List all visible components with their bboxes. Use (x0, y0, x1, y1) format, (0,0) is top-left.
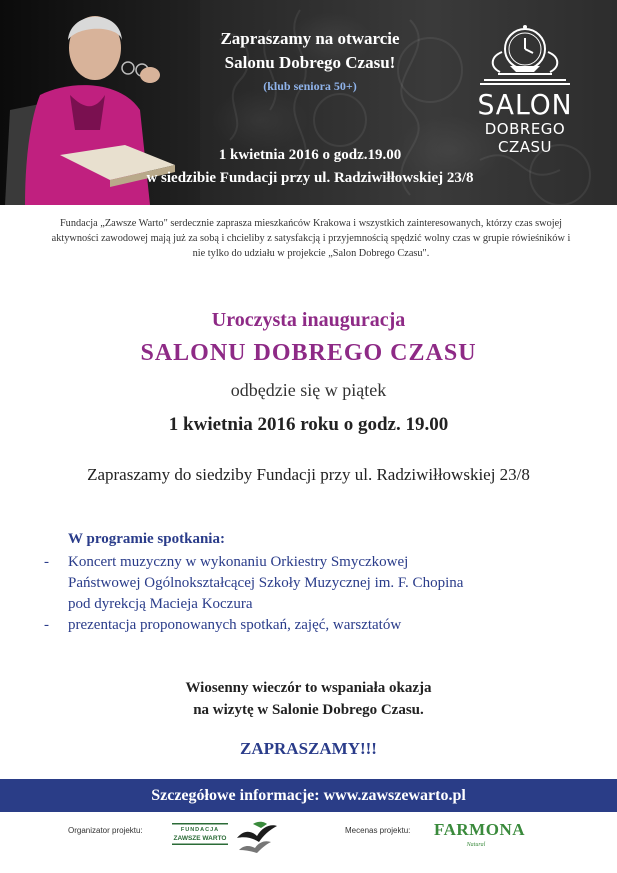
salon-heading: SALONU DOBREGO CZASU (140, 340, 477, 366)
farmona-logo-sub: Natural (466, 842, 486, 848)
logo-salon-text: SALON (477, 88, 573, 121)
intro-paragraph: Fundacja „Zawsze Warto" serdecznie zaprasza mieszkańców Krakowa i wszystkich zainteresowanych, którzy czas swojej aktywności zawodowej mają już za sobą i chcieliby z satysfakcją i przyjemnością spędzić wolny czas w grupie rówieśników i nie tylko do udziału w projekcie „Salon Dobrego Czasu". (51, 218, 571, 259)
organizer-label: Organizator projektu: (68, 826, 143, 835)
banner-date-line2: w siedzibie Fundacji przy ul. Radziwiłłowskiej 23/8 (146, 170, 474, 186)
swallows-icon (231, 818, 279, 858)
logo-dobrego-czasu-text: DOBREGO CZASU (484, 120, 566, 156)
closing-line2: na wizytę w Salonie Dobrego Czasu. (193, 702, 424, 718)
programme-heading: W programie spotkania: (68, 531, 225, 547)
banner-subtitle: (klub seniora 50+) (263, 79, 357, 93)
inauguration-heading: Uroczysta inauguracja (211, 309, 406, 331)
date-time-line: 1 kwietnia 2016 roku o godz. 19.00 (168, 414, 449, 435)
programme-item-line: prezentacja proponowanych spotkań, zajęć, warsztatów (68, 617, 402, 633)
banner-date-line1: 1 kwietnia 2016 o godz.19.00 (218, 147, 402, 163)
banner-title-line1: Zapraszamy na otwarcie (220, 29, 400, 48)
zawsze-warto-logo-line2: ZAWSZE WARTO (173, 835, 227, 842)
closing-line1: Wiosenny wieczór to wspaniała okazja (185, 680, 432, 696)
address-line: Zapraszamy do siedziby Fundacji przy ul. Radziwiłłowskiej 23/8 (87, 465, 530, 484)
info-bar: Szczegółowe informacje: www.zawszewarto.pl (0, 779, 617, 812)
programme-item-line: Koncert muzyczny w wykonaniu Orkiestry Smyczkowej (68, 554, 409, 570)
farmona-logo: FARMONA (434, 820, 525, 839)
sponsor-label: Mecenas projektu: (345, 826, 411, 835)
list-dash: - (44, 554, 49, 570)
programme-item-line: pod dyrekcją Macieja Koczura (68, 596, 253, 612)
programme-item (44, 615, 401, 636)
day-line: odbędzie się w piątek (230, 380, 387, 400)
programme-item (44, 552, 463, 615)
list-dash: - (44, 617, 49, 633)
header-banner (0, 0, 617, 205)
invite-text: ZAPRASZAMY!!! (240, 739, 377, 758)
banner-title-line2: Salonu Dobrego Czasu! (224, 53, 396, 72)
zawsze-warto-logo-line1: FUNDACJA (180, 827, 220, 833)
programme-item-line: Państwowej Ogólnokształcącej Szkoły Muzycznej im. F. Chopina (68, 575, 464, 591)
